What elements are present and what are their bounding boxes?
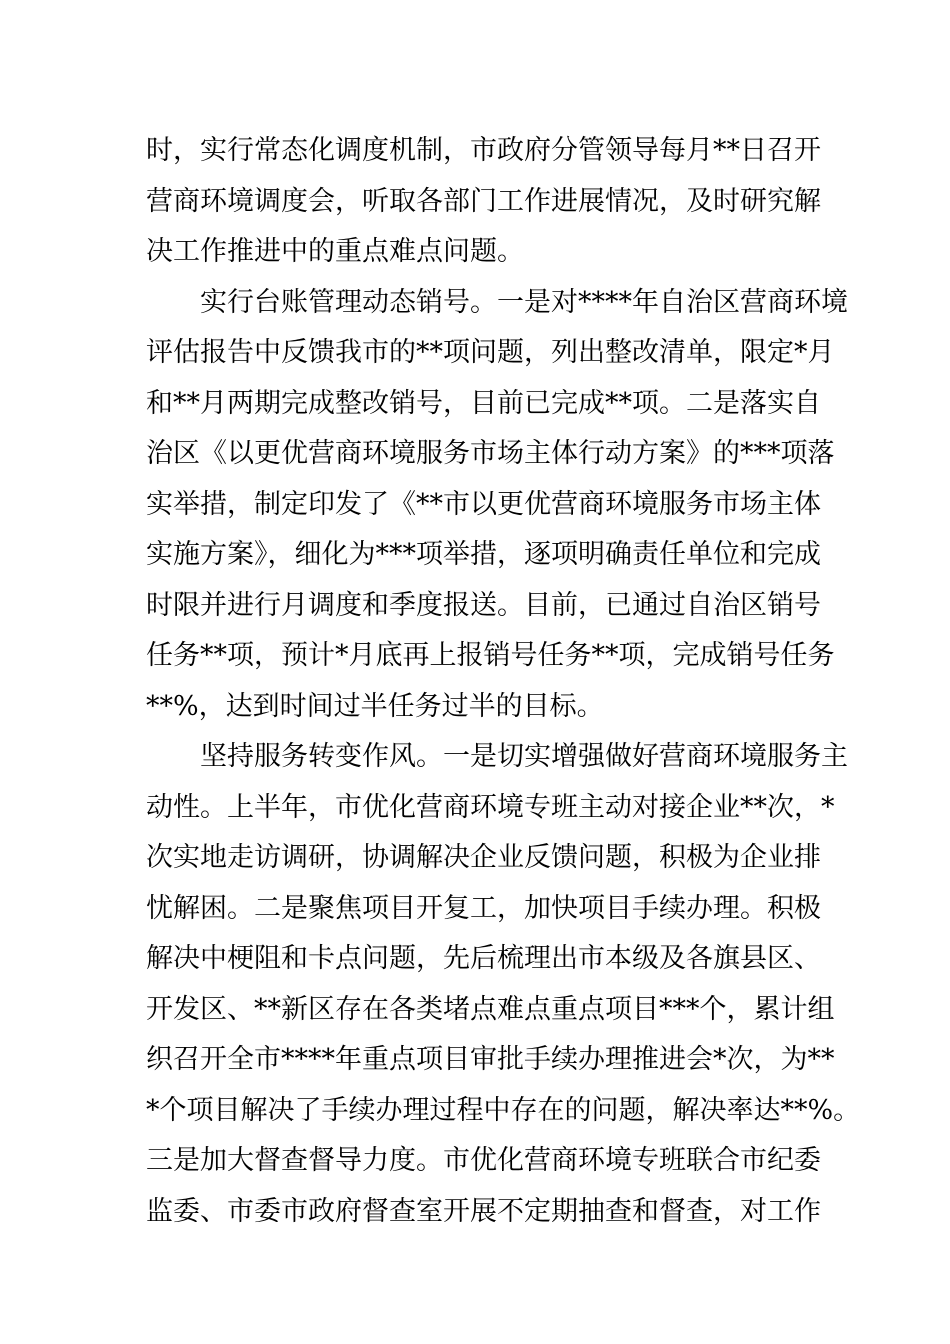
text-line: 坚持服务转变作风。一是切实增强做好营商环境服务主 (146, 741, 848, 772)
text-line: 评估报告中反馈我市的**项问题，列出整改清单，限定*月 (146, 337, 835, 368)
text-line: 决工作推进中的重点难点问题。 (146, 236, 524, 267)
text-line: 治区《以更优营商环境服务市场主体行动方案》的***项落 (146, 438, 835, 469)
text-line: 实行台账管理动态销号。一是对****年自治区营商环境 (146, 286, 848, 318)
text-line: 织召开全市****年重点项目审批手续办理推进会*次，为** (146, 1044, 835, 1075)
body-text (146, 126, 861, 1237)
text-line: 任务**项，预计*月底再上报销号任务**项，完成销号任务 (146, 640, 835, 671)
text-line: 时，实行常态化调度机制，市政府分管领导每月**日召开 (146, 135, 821, 166)
text-line: 实施方案》，细化为***项举措，逐项明确责任单位和完成 (146, 539, 821, 570)
text-line: 忧解困。二是聚焦项目开复工，加快项目手续办理。积极 (146, 892, 821, 924)
text-line: 次实地走访调研，协调解决企业反馈问题，积极为企业排 (146, 842, 821, 873)
text-line: 开发区、**新区存在各类堵点难点重点项目***个，累计组 (146, 993, 835, 1025)
text-line: 三是加大督查督导力度。市优化营商环境专班联合市纪委 (146, 1145, 821, 1176)
text-line: 和**月两期完成整改销号，目前已完成**项。二是落实自 (146, 387, 821, 419)
text-line: 实举措，制定印发了《**市以更优营商环境服务市场主体 (146, 488, 821, 520)
text-line: 时限并进行月调度和季度报送。目前，已通过自治区销号 (146, 589, 821, 621)
text-line: *个项目解决了手续办理过程中存在的问题，解决率达**%。 (146, 1094, 861, 1126)
text-line: **%，达到时间过半任务过半的目标。 (146, 690, 604, 722)
text-line: 解决中梗阻和卡点问题，先后梳理出市本级及各旗县区、 (146, 943, 821, 974)
text-line: 动性。上半年，市优化营商环境专班主动对接企业**次，* (146, 791, 835, 823)
text-line: 监委、市委市政府督查室开展不定期抽查和督查，对工作 (146, 1195, 821, 1227)
text-line: 营商环境调度会，听取各部门工作进展情况，及时研究解 (146, 185, 821, 217)
